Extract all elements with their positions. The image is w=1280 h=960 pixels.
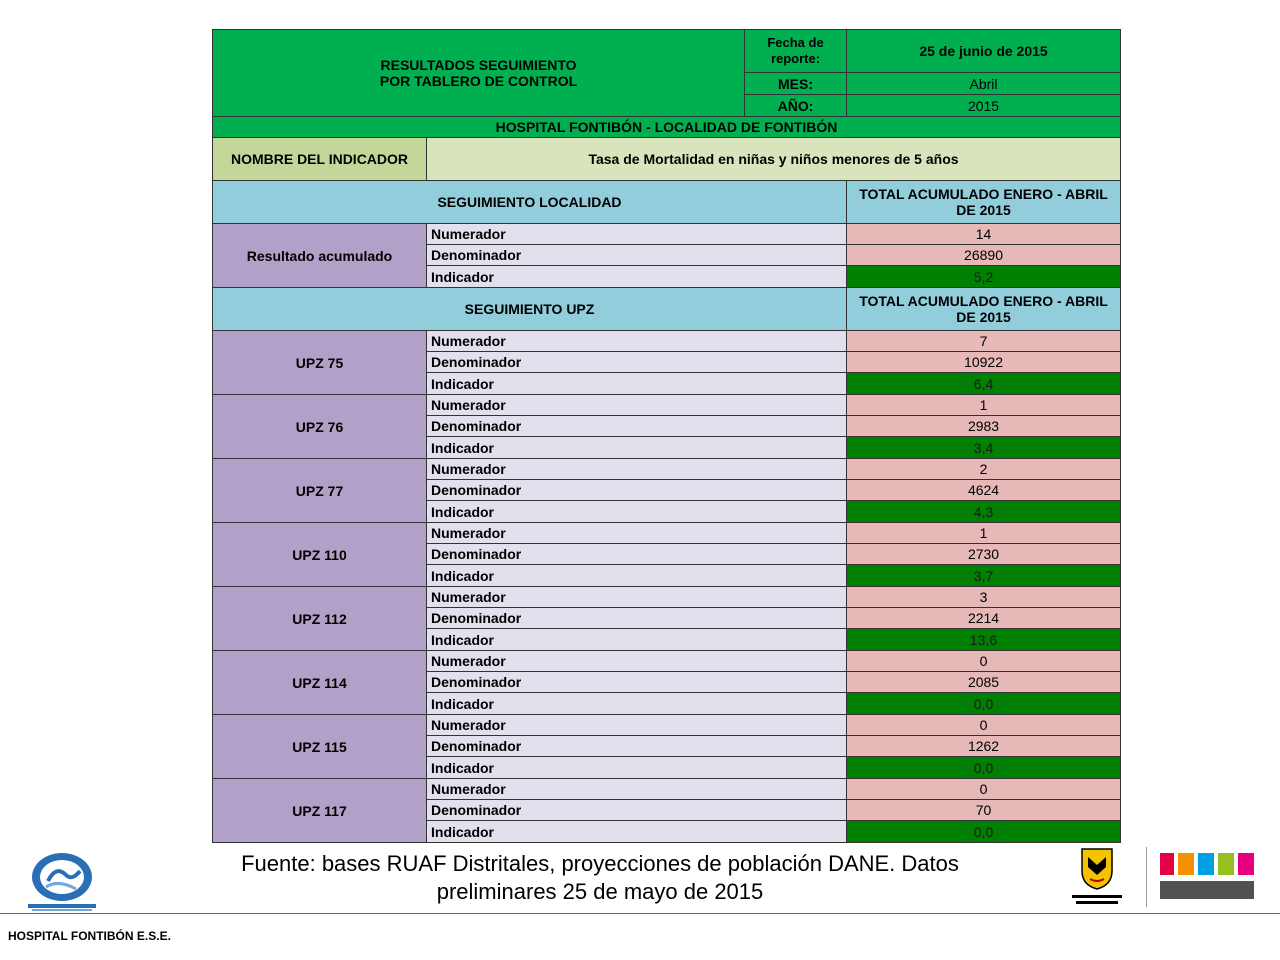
upz-upz75-row-value: 7: [847, 331, 1121, 352]
upz-upz112-row-value: 13,6: [847, 629, 1121, 651]
upz-upz115-row-value: 1262: [847, 736, 1121, 757]
upz-upz76-row-value: 3,4: [847, 437, 1121, 459]
table-row: [213, 181, 1121, 224]
upz-upz77-row-label: Denominador: [427, 480, 847, 501]
upz-upz110-row-label: Denominador: [427, 544, 847, 565]
hospital-fontibon-logo: [22, 851, 102, 913]
upz-upz75-row-value: 6,4: [847, 373, 1121, 395]
localidad-row-label: Denominador: [427, 245, 847, 266]
control-board-table: [212, 29, 1121, 843]
upz-upz117-row-label: Indicador: [427, 821, 847, 843]
fecha-value: 25 de junio de 2015: [847, 30, 1121, 73]
localidad-row-label: Numerador: [427, 224, 847, 245]
upz-upz115-row-label: Indicador: [427, 757, 847, 779]
upz-upz76-row-label: Indicador: [427, 437, 847, 459]
upz-upz75-row-label: Numerador: [427, 331, 847, 352]
table-row: [213, 138, 1121, 181]
anio-label: AÑO:: [745, 95, 847, 117]
upz-upz75-row-label: Denominador: [427, 352, 847, 373]
upz-upz77-row-value: 2: [847, 459, 1121, 480]
localidad-group-label: Resultado acumulado: [213, 224, 427, 288]
upz-upz77-group-label: UPZ 77: [213, 459, 427, 523]
upz-upz114-row-value: 2085: [847, 672, 1121, 693]
localidad-row-value: 5,2: [847, 266, 1121, 288]
upz-upz76-row-label: Numerador: [427, 395, 847, 416]
board-title: [213, 30, 745, 117]
upz-upz110-row-value: 3,7: [847, 565, 1121, 587]
upz-upz110-row-value: 2730: [847, 544, 1121, 565]
upz-upz112-row-value: 3: [847, 587, 1121, 608]
bogota-humana-logo: [1158, 849, 1258, 905]
upz-upz112-row-value: 2214: [847, 608, 1121, 629]
localidad-section-label: SEGUIMIENTO LOCALIDAD: [213, 181, 847, 224]
upz-upz117-row-label: Denominador: [427, 800, 847, 821]
upz-upz77-row-value: 4624: [847, 480, 1121, 501]
table-row: [213, 587, 1121, 608]
table-row: [213, 117, 1121, 138]
indicator-name-label: NOMBRE DEL INDICADOR: [213, 138, 427, 181]
upz-upz114-row-label: Indicador: [427, 693, 847, 715]
upz-upz115-row-value: 0: [847, 715, 1121, 736]
board-title-line2: POR TABLERO DE CONTROL: [379, 73, 578, 89]
table-row: [213, 331, 1121, 352]
upz-upz76-row-value: 2983: [847, 416, 1121, 437]
upz-upz114-group-label: UPZ 114: [213, 651, 427, 715]
upz-upz114-row-label: Denominador: [427, 672, 847, 693]
table-row: [213, 30, 1121, 73]
table-row: [213, 395, 1121, 416]
upz-upz117-group-label: UPZ 117: [213, 779, 427, 843]
board-title-line1: RESULTADOS SEGUIMIENTO: [380, 57, 577, 73]
table-row: [213, 224, 1121, 245]
mes-value: Abril: [847, 73, 1121, 95]
upz-upz112-row-label: Denominador: [427, 608, 847, 629]
upz-upz114-row-value: 0: [847, 651, 1121, 672]
upz-total-label: TOTAL ACUMULADO ENERO - ABRIL DE 2015: [847, 288, 1121, 331]
upz-upz117-row-value: 0: [847, 779, 1121, 800]
upz-upz115-row-label: Numerador: [427, 715, 847, 736]
upz-upz110-group-label: UPZ 110: [213, 523, 427, 587]
hospital-name: HOSPITAL FONTIBÓN - LOCALIDAD DE FONTIBÓN: [213, 117, 1121, 138]
upz-upz114-row-value: 0,0: [847, 693, 1121, 715]
source-note-line2: preliminares 25 de mayo de 2015: [436, 879, 764, 904]
upz-upz77-row-value: 4,3: [847, 501, 1121, 523]
footer-divider: [0, 913, 1280, 914]
upz-upz75-row-label: Indicador: [427, 373, 847, 395]
upz-upz110-row-label: Numerador: [427, 523, 847, 544]
indicator-name-value: Tasa de Mortalidad en niñas y niños menores de 5 años: [427, 138, 1121, 181]
upz-upz76-group-label: UPZ 76: [213, 395, 427, 459]
upz-upz115-row-label: Denominador: [427, 736, 847, 757]
upz-upz117-row-label: Numerador: [427, 779, 847, 800]
upz-upz76-row-label: Denominador: [427, 416, 847, 437]
mes-label: MES:: [745, 73, 847, 95]
upz-upz112-row-label: Numerador: [427, 587, 847, 608]
upz-upz75-row-value: 10922: [847, 352, 1121, 373]
upz-upz117-row-value: 70: [847, 800, 1121, 821]
table-row: [213, 779, 1121, 800]
table-row: [213, 288, 1121, 331]
upz-upz115-group-label: UPZ 115: [213, 715, 427, 779]
localidad-row-label: Indicador: [427, 266, 847, 288]
table-row: [213, 651, 1121, 672]
localidad-row-value: 26890: [847, 245, 1121, 266]
upz-upz75-group-label: UPZ 75: [213, 331, 427, 395]
localidad-row-value: 14: [847, 224, 1121, 245]
upz-upz77-row-label: Numerador: [427, 459, 847, 480]
upz-upz112-row-label: Indicador: [427, 629, 847, 651]
upz-upz117-row-value: 0,0: [847, 821, 1121, 843]
upz-upz112-group-label: UPZ 112: [213, 587, 427, 651]
source-note-line1: Fuente: bases RUAF Distritales, proyecciones de población DANE. Datos: [241, 851, 959, 876]
upz-upz77-row-label: Indicador: [427, 501, 847, 523]
upz-upz110-row-value: 1: [847, 523, 1121, 544]
table-row: [213, 523, 1121, 544]
upz-upz114-row-label: Numerador: [427, 651, 847, 672]
fecha-label: Fecha de reporte:: [745, 30, 847, 73]
upz-upz115-row-value: 0,0: [847, 757, 1121, 779]
table-row: [213, 715, 1121, 736]
table-row: [213, 459, 1121, 480]
source-note: [160, 850, 1040, 906]
footer-organization: HOSPITAL FONTIBÓN E.S.E.: [8, 929, 171, 943]
upz-upz110-row-label: Indicador: [427, 565, 847, 587]
localidad-total-label: TOTAL ACUMULADO ENERO - ABRIL DE 2015: [847, 181, 1121, 224]
anio-value: 2015: [847, 95, 1121, 117]
logo-separator: [1146, 847, 1147, 907]
bogota-coat-of-arms: [1066, 845, 1128, 911]
upz-upz76-row-value: 1: [847, 395, 1121, 416]
upz-section-label: SEGUIMIENTO UPZ: [213, 288, 847, 331]
